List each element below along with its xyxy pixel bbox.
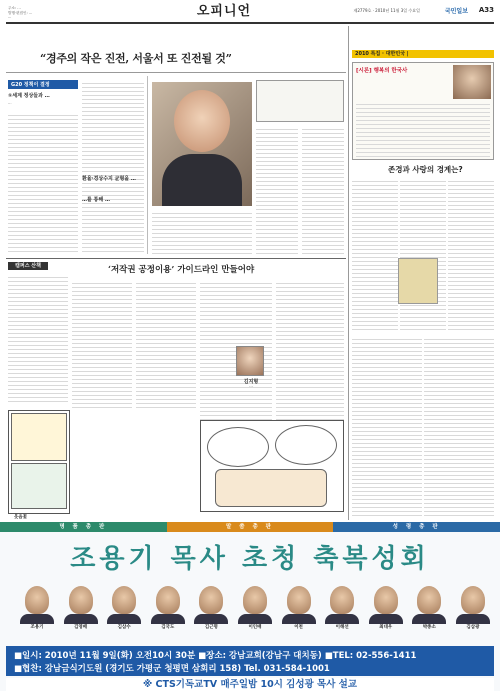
- speaker: [456, 586, 490, 634]
- article-text-block: [8, 274, 68, 404]
- main-headline: “경주의 작은 진전, 서울서 또 진전될 것”: [40, 52, 232, 65]
- article-text-block: [136, 280, 196, 410]
- cartoon-strip: [8, 410, 70, 514]
- speaker-suit: [412, 614, 446, 624]
- article-text-block: [352, 336, 422, 516]
- speaker-suit: [369, 614, 403, 624]
- cartoon-label: 웃음꽃: [14, 515, 28, 520]
- ad-info-line: ■일시: 2010년 11월 9일(화) 오전10시 30분 ■장소: 강남교회(강남구 대치동) ■TEL: 02-556-1411: [14, 651, 417, 661]
- speaker-name: 김삼광: [466, 625, 480, 630]
- photo-caption-text: [152, 210, 252, 254]
- ad-stripe: 말 씀 총 판: [167, 522, 334, 532]
- article-text-block: [302, 126, 344, 254]
- article-text-block: [8, 112, 78, 252]
- column-rule: [348, 26, 349, 520]
- cartoon-panel: [11, 463, 67, 509]
- ad-info-bar: [6, 646, 494, 676]
- speaker-name: 김근명: [204, 625, 218, 630]
- section-label: 캠퍼스 산책: [8, 262, 48, 270]
- article-text-block: [352, 178, 398, 332]
- speaker: [151, 586, 185, 634]
- columnist-portrait: [236, 346, 264, 376]
- article-text-block: [448, 178, 494, 332]
- speaker-photo: [25, 586, 49, 614]
- speaker-name: 김영배: [74, 625, 88, 630]
- speaker-photo: [330, 586, 354, 614]
- speaker-suit: [325, 614, 359, 624]
- column-box-text: [356, 101, 490, 157]
- column-box-title: [시론] 행복의 한국사: [356, 68, 408, 74]
- left-column: [8, 80, 78, 106]
- speaker: [412, 586, 446, 634]
- speaker-name: 이인배: [248, 625, 262, 630]
- divider: [6, 258, 346, 259]
- speaker: [20, 586, 54, 634]
- speaker-photo: [374, 586, 398, 614]
- speaker-photo: [199, 586, 223, 614]
- speaker-photo: [156, 586, 180, 614]
- ad-info-line: ■협찬: 강남금식기도원 (경기도 가평군 청평면 삼회리 158) Tel. 031-584-1001: [14, 664, 330, 674]
- speaker-name: 이천: [294, 625, 303, 630]
- cartoon-figures: [215, 469, 327, 507]
- special-ribbon: 2010 특집 · 대한민국 |: [352, 50, 494, 58]
- date-line: 제2779호 · 2010년 11월 3일 수요일: [353, 8, 420, 13]
- article-text-block: [72, 280, 132, 410]
- speaker-photo: [112, 586, 136, 614]
- masthead-divider: [6, 22, 494, 24]
- advertisement: [0, 522, 500, 691]
- left-sublabel: …: [8, 101, 12, 105]
- second-headline: ‘저작권 공정이용’ 가이드라인 만들어야: [108, 265, 255, 275]
- masthead-line: ...: [8, 15, 12, 20]
- speaker-photo: [287, 586, 311, 614]
- subheading: 환율·경상수지 균형을 …: [82, 176, 136, 182]
- suit-shape: [162, 154, 242, 206]
- sidebar-box: [256, 80, 344, 122]
- article-text-block: [256, 126, 298, 254]
- page-number: A33: [478, 6, 494, 14]
- ad-title: 조용기 목사 초청 축복성회: [70, 544, 430, 574]
- speaker-row: [20, 586, 490, 634]
- speaker-name: 최대우: [379, 625, 393, 630]
- speaker-suit: [194, 614, 228, 624]
- article-text-block: [82, 80, 144, 252]
- masthead-info: [8, 6, 148, 20]
- article-title: 존경과 사랑의 경계는?: [388, 165, 463, 174]
- speaker-photo: [461, 586, 485, 614]
- ad-stripe: 성 령 총 판: [333, 522, 500, 532]
- speaker: [64, 586, 98, 634]
- speaker-suit: [151, 614, 185, 624]
- cartoon-panel: [11, 413, 67, 461]
- article-text-block: [424, 336, 494, 516]
- speaker-name: 김삼수: [117, 625, 131, 630]
- portrait-photo: [453, 65, 491, 99]
- ad-stripe-bar: [0, 522, 500, 532]
- speaker: [238, 586, 272, 634]
- column-box: [352, 62, 494, 160]
- speaker-suit: [64, 614, 98, 624]
- divider: [6, 72, 346, 73]
- ad-cts-line: ※ CTS기독교TV 매주일밤 10시 김성광 목사 설교: [6, 678, 494, 691]
- speaker: [194, 586, 228, 634]
- face-shape: [174, 90, 230, 152]
- speaker-suit: [238, 614, 272, 624]
- column-rule: [147, 76, 148, 254]
- speaker: [282, 586, 316, 634]
- speaker-name: 이해선: [335, 625, 349, 630]
- masthead-line: 주소: ...: [8, 6, 21, 10]
- speaker: [107, 586, 141, 634]
- speaker-name: 조용기: [30, 625, 44, 630]
- left-subhead: ①세계 정상들과 …: [8, 93, 50, 99]
- columnist-photo: [152, 82, 252, 206]
- speaker-photo: [69, 586, 93, 614]
- illustration-panel: [200, 420, 344, 512]
- columnist-title: …: [249, 384, 253, 388]
- speech-bubble: [275, 425, 337, 465]
- ad-stripe: 명 품 총 판: [0, 522, 167, 532]
- speaker-photo: [417, 586, 441, 614]
- book-cover-image: [398, 258, 438, 304]
- speaker-name: 김국도: [161, 625, 175, 630]
- masthead-line: 발행·편집인: ...: [8, 10, 33, 15]
- speaker-photo: [243, 586, 267, 614]
- speaker-name: 박종소: [422, 625, 436, 630]
- section-title: 오피니언: [196, 4, 252, 19]
- speaker: [369, 586, 403, 634]
- subheading: …를 통해 …: [82, 197, 110, 203]
- speaker-suit: [282, 614, 316, 624]
- speaker-suit: [107, 614, 141, 624]
- speech-bubble: [207, 427, 269, 467]
- g20-badge: G20 정책이 결정: [8, 80, 78, 89]
- speaker: [325, 586, 359, 634]
- columnist-name: 김지형: [243, 379, 259, 385]
- paper-logo: 국민일보: [444, 8, 468, 15]
- speaker-suit: [20, 614, 54, 624]
- speaker-suit: [456, 614, 490, 624]
- article-text-block: [400, 178, 446, 332]
